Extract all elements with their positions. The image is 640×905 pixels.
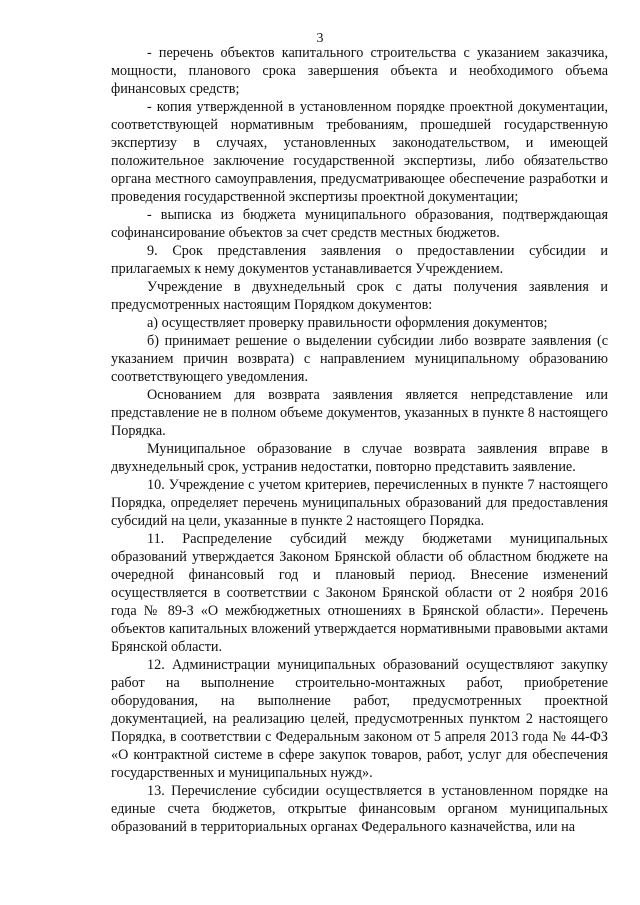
paragraph-item-13: 13. Перечисление субсидии осуществляется в установленном порядке на единые счета бюджетов, открытые финансовым органом муниципальных образований в территориальных органах Федерального казначейства, или на — [111, 783, 608, 835]
paragraph-project-documentation: - копия утвержденной в установленном порядке проектной документации, соответствующей нормативным требованиям, прошедшей государственную экспертизу в случаях, установленных законодательством, и имеющей положительное заключение государственной экспертизы, либо обязательство органа местного самоуправления, предусматривающее обеспечение разработки и проведения государственной экспертизы проектной документации; — [111, 99, 608, 205]
paragraph-item-b: б) принимает решение о выделении субсидии либо возврате заявления (с указанием причин возврата) с направлением муниципальному образованию соответствующего уведомления. — [111, 333, 608, 385]
page-number: 3 — [316, 31, 324, 46]
document-body — [111, 44, 608, 836]
paragraph-item-a: а) осуществляет проверку правильности оформления документов; — [147, 315, 548, 331]
paragraph-item-12: 12. Администрации муниципальных образований осуществляют закупку работ на выполнение строительно-монтажных работ, приобретение оборудования, на выполнение работ, предусмотренных проектной документацией, на реализацию целей, предусмотренных пунктом 2 настоящего Порядка, в соответствии с Федеральным законом от 5 апреля 2013 года № 44-ФЗ «О контрактной системе в сфере закупок товаров, работ, услуг для обеспечения государственных и муниципальных нужд». — [111, 657, 608, 781]
paragraph-item-10: 10. Учреждение с учетом критериев, перечисленных в пункте 7 настоящего Порядка, определяет перечень муниципальных образований для предоставления субсидий на цели, указанные в пункте 2 настоящего Порядка. — [111, 477, 608, 529]
paragraph-return-grounds: Основанием для возврата заявления является непредставление или представление не в полном объеме документов, указанных в пункте 8 настоящего Порядка. — [111, 387, 608, 439]
paragraph-item-11: 11. Распределение субсидий между бюджетами муниципальных образований утверждается Законом Брянской области об областном бюджете на очередной финансовый год и плановый период. Внесение изменений осуществляется в соответствии с Законом Брянской области от 2 ноября 2016 года № 89-З «О межбюджетных отношениях в Брянской области». Перечень объектов капитальных вложений утверждается нормативными правовыми актами Брянской области. — [111, 531, 608, 655]
paragraph-resubmission: Муниципальное образование в случае возврата заявления вправе в двухнедельный срок, устранив недостатки, повторно представить заявление. — [111, 441, 608, 475]
paragraph-item-9: 9. Срок представления заявления о предоставлении субсидии и прилагаемых к нему документов устанавливается Учреждением. — [111, 243, 608, 277]
paragraph-budget-extract: - выписка из бюджета муниципального образования, подтверждающая софинансирование объектов за счет средств местных бюджетов. — [111, 207, 608, 241]
paragraph-institution-review: Учреждение в двухнедельный срок с даты получения заявления и предусмотренных настоящим Порядком документов: — [111, 279, 608, 313]
paragraph-capital-objects-list: - перечень объектов капитального строительства с указанием заказчика, мощности, планового срока завершения объекта и необходимого объема финансовых средств; — [111, 45, 608, 97]
